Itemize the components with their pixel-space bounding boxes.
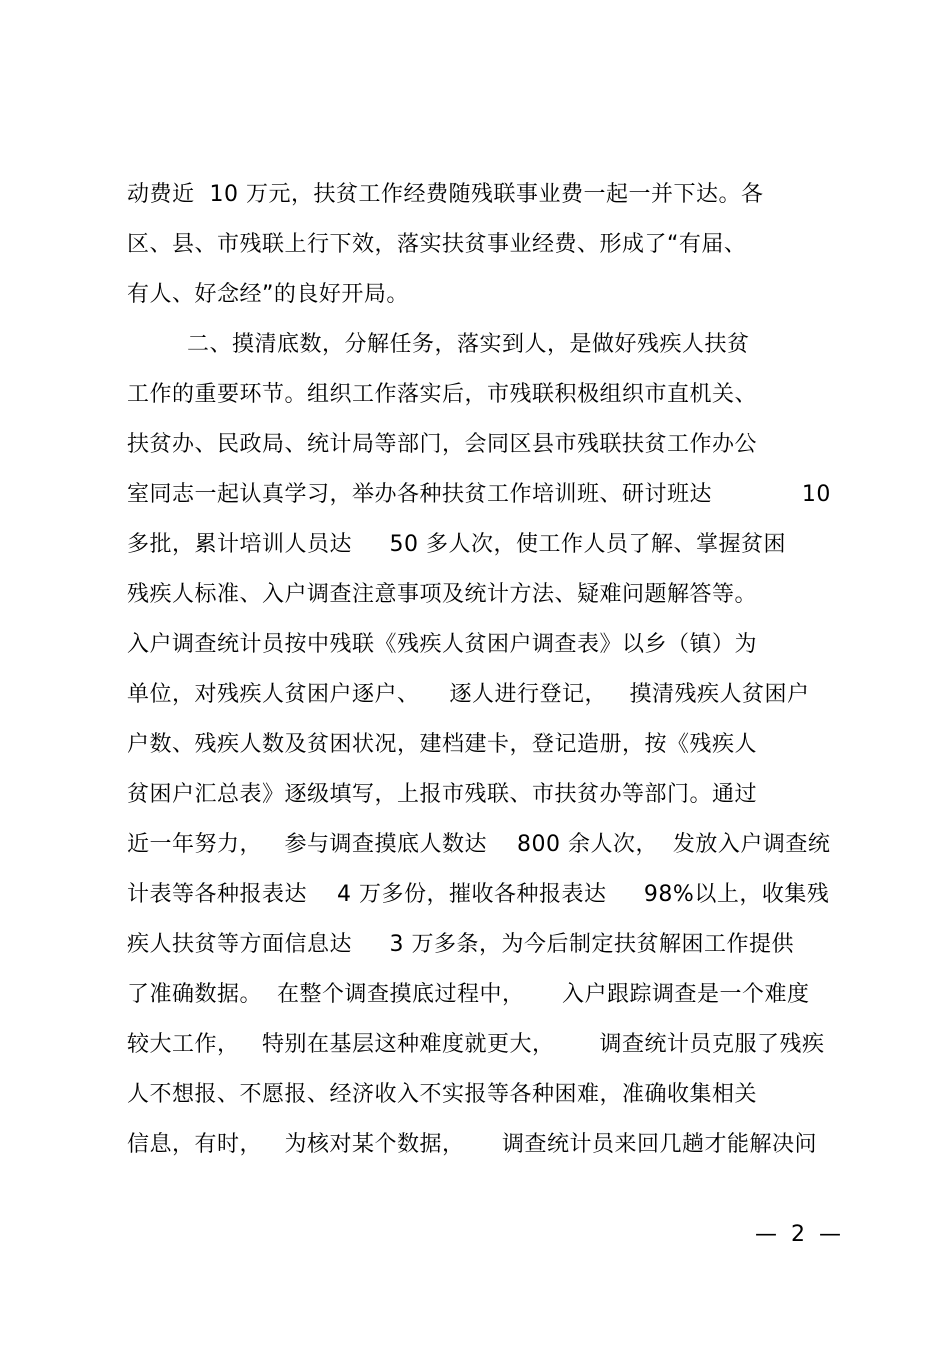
text-line: 动费近 10 万元，扶贫工作经费随残联事业费一起一并下达。各 [127, 182, 764, 207]
text-line: 疾人扶贫等方面信息达 3 万多条，为今后制定扶贫解困工作提供 [127, 932, 794, 957]
text-line: 户数、残疾人数及贫困状况，建档建卡，登记造册，按《残疾人 [127, 732, 758, 757]
text-line: 有人、好念经”的良好开局。 [127, 282, 409, 307]
text-line: 贫困户汇总表》逐级填写，上报市残联、市扶贫办等部门。通过 [127, 782, 758, 807]
paragraph-start-line: 二、摸清底数，分解任务，落实到人，是做好残疾人扶贫 [127, 332, 750, 357]
text-line: 工作的重要环节。组织工作落实后，市残联积极组织市直机关、 [127, 382, 758, 407]
text-line: 较大工作， 特别在基层这种难度就更大， 调查统计员克服了残疾 [127, 1032, 825, 1057]
text-line: 多批，累计培训人员达 50 多人次，使工作人员了解、掌握贫困 [127, 532, 786, 557]
text-line: 近一年努力， 参与调查摸底人数达 800 余人次， 发放入户调查统 [127, 832, 831, 857]
text-line: 计表等各种报表达 4 万多份，摧收各种报表达 98%以上，收集残 [127, 882, 830, 907]
text-line: 入户调查统计员按中残联《残疾人贫困户调查表》以乡（镇）为 [127, 632, 758, 657]
text-line: 单位，对残疾人贫困户逐户、 逐人进行登记， 摸清残疾人贫困户 [127, 682, 810, 707]
text-line: 人不想报、不愿报、经济收入不实报等各种困难，准确收集相关 [127, 1082, 758, 1107]
text-line: 了准确数据。 在整个调查摸底过程中， 入户跟踪调查是一个难度 [127, 982, 810, 1007]
page-number: — 2 — [755, 1222, 841, 1247]
text-line: 残疾人标准、入户调查注意事项及统计方法、疑难问题解答等。 [127, 582, 758, 607]
text-line: 扶贫办、民政局、统计局等部门，会同区县市残联扶贫工作办公 [127, 432, 758, 457]
text-line: 区、县、市残联上行下效，落实扶贫事业经费、形成了“有届、 [127, 232, 747, 257]
text-line: 信息，有时， 为核对某个数据， 调查统计员来回几趟才能解决问 [127, 1132, 817, 1157]
text-line: 室同志一起认真学习，举办各种扶贫工作培训班、研讨班达 10 [127, 482, 831, 507]
